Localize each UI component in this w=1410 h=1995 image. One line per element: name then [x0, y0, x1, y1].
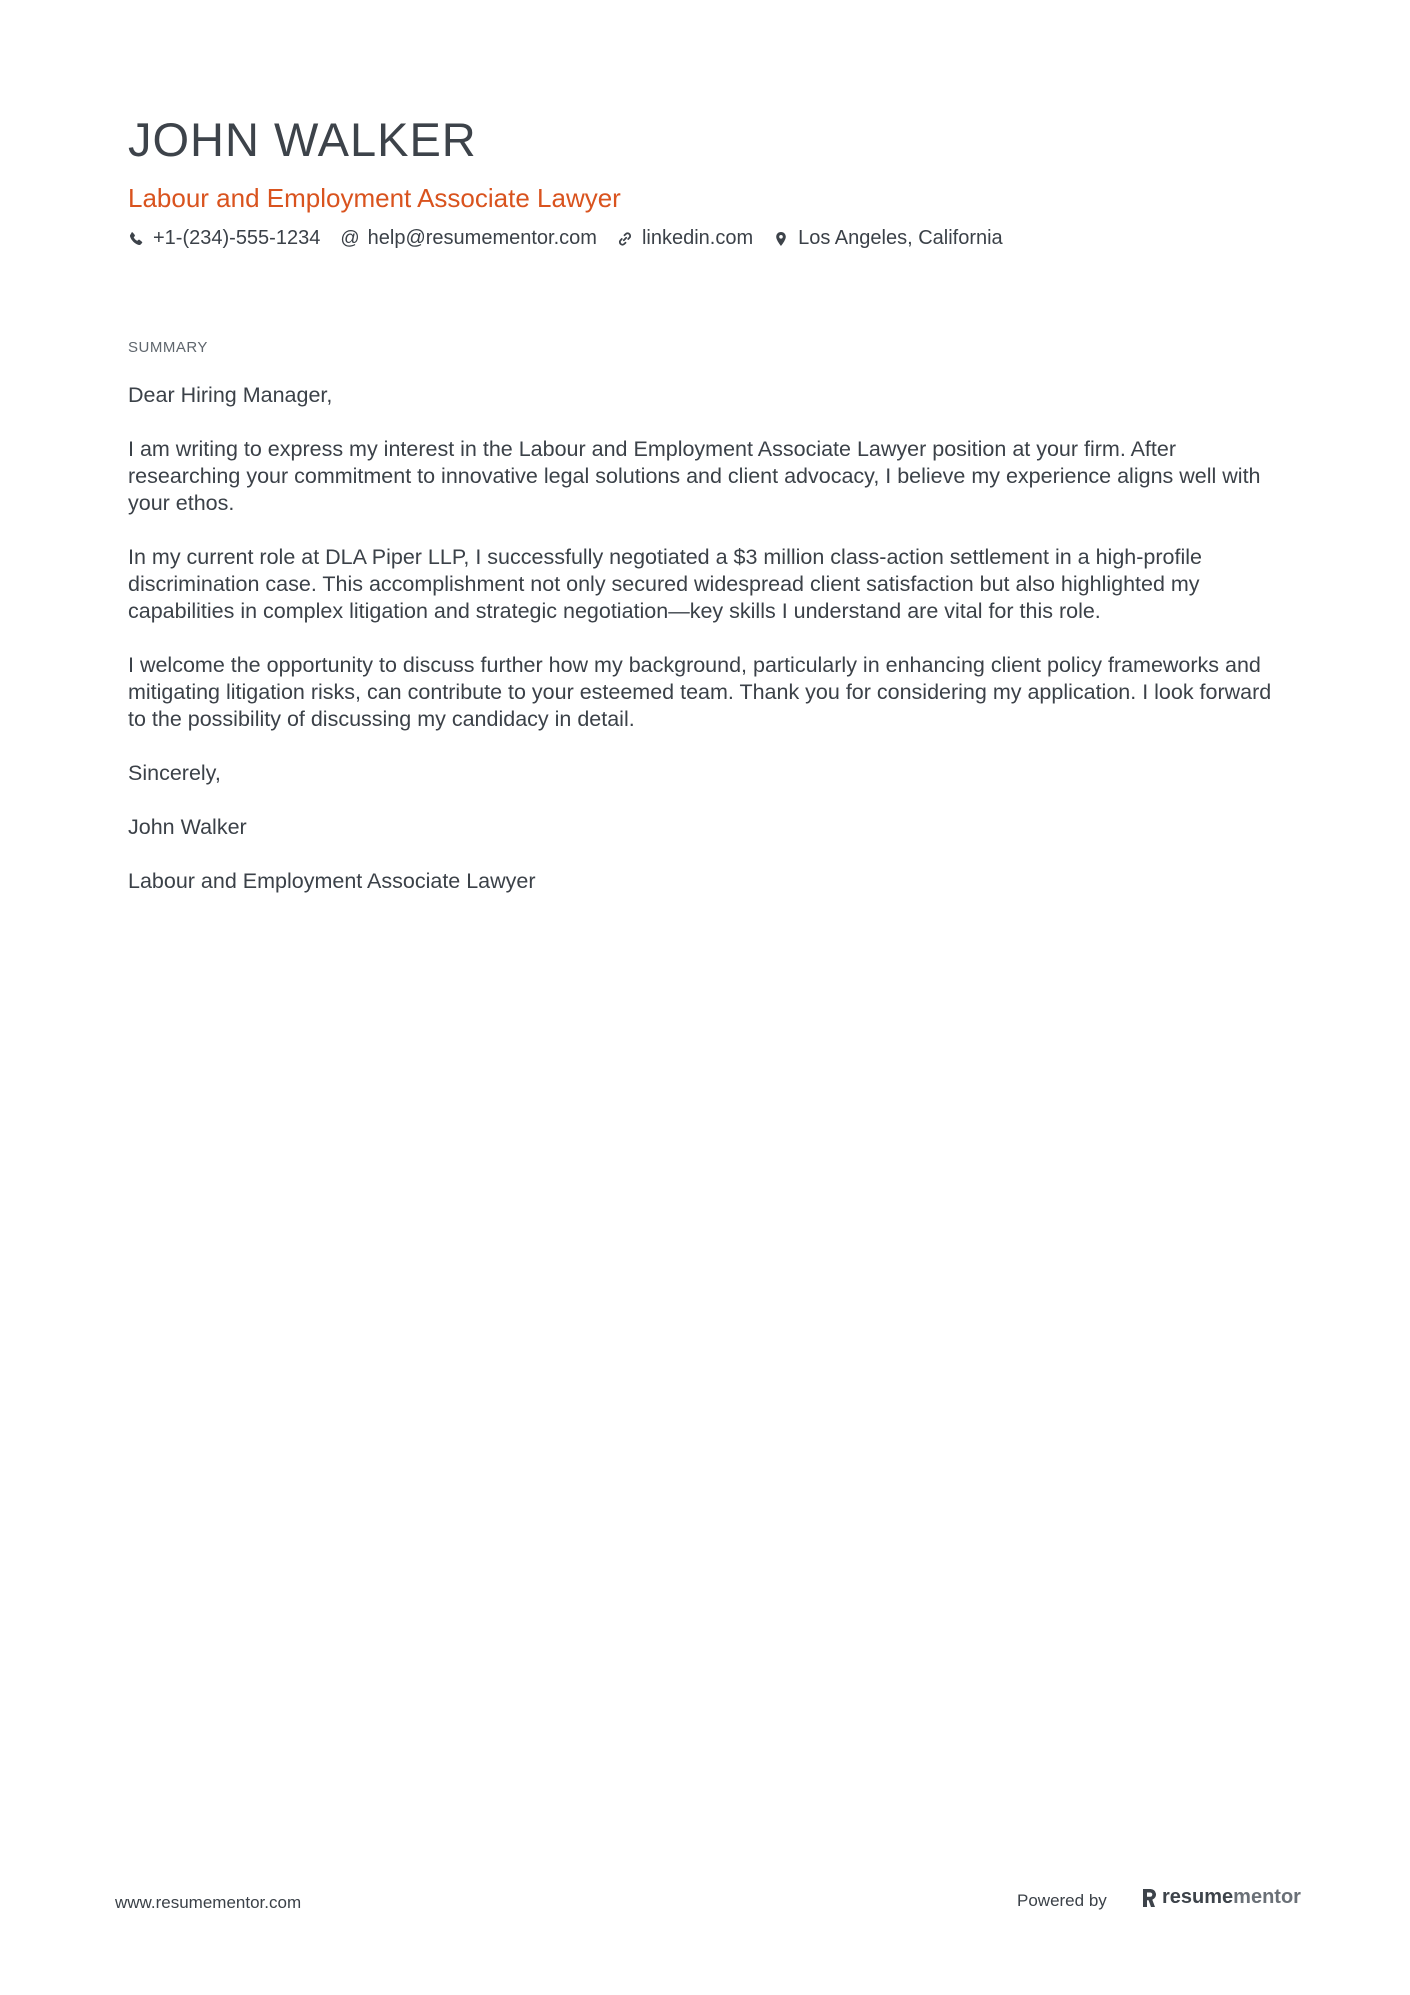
closing: Sincerely, [128, 761, 221, 785]
location-pin-icon [773, 231, 789, 247]
brand-text-part1: resume [1162, 1886, 1234, 1908]
phone-icon [128, 231, 144, 247]
brand-mark-icon [1140, 1887, 1158, 1909]
letter-body [128, 382, 1288, 922]
contact-link-text[interactable]: linkedin.com [641, 227, 754, 249]
letter-paragraph-2: In my current role at DLA Piper LLP, I successfully negotiated a $3 million class-action settlement in a high-profile discrimination case. This accomplishment not only secured widespread client satisfaction but also highlighted my capabilities in complex litigation and strategic negotiation—key skills I understand are vital for this role. [128, 545, 1202, 623]
link-icon [617, 231, 633, 247]
contact-row [128, 227, 1023, 250]
brand-logo[interactable] [1140, 1886, 1301, 1909]
contact-phone [128, 227, 320, 250]
letter-paragraph-3: I welcome the opportunity to discuss further how my background, particularly in enhancing client policy frameworks and mitigating litigation risks, can contribute to your esteemed team. Thank you for considering my application. I look forward to the possibility of discussing my candidacy in detail. [128, 653, 1272, 731]
salutation: Dear Hiring Manager, [128, 383, 333, 407]
contact-location [773, 227, 1003, 250]
letter-paragraph-1: I am writing to express my interest in the Labour and Employment Associate Lawyer position at your firm. After researching your commitment to innovative legal solutions and client advocacy, I believe my experience aligns well with your ethos. [128, 437, 1261, 515]
signature-name: John Walker [128, 815, 247, 839]
section-heading-summary: SUMMARY [128, 339, 208, 356]
contact-phone-text: +1-(234)-555-1234 [153, 227, 321, 249]
brand-text-part2: mentor [1233, 1886, 1301, 1908]
contact-email-text[interactable]: help@resumementor.com [367, 227, 597, 249]
candidate-role: Labour and Employment Associate Lawyer [128, 183, 621, 213]
contact-email [340, 227, 597, 250]
candidate-name: JOHN WALKER [128, 113, 477, 166]
contact-link [617, 227, 753, 250]
signature-title: Labour and Employment Associate Lawyer [128, 869, 536, 893]
at-icon: @ [340, 228, 360, 249]
footer-website[interactable]: www.resumementor.com [115, 1893, 302, 1912]
powered-by-label: Powered by [1017, 1891, 1107, 1910]
contact-location-text: Los Angeles, California [798, 227, 1003, 249]
